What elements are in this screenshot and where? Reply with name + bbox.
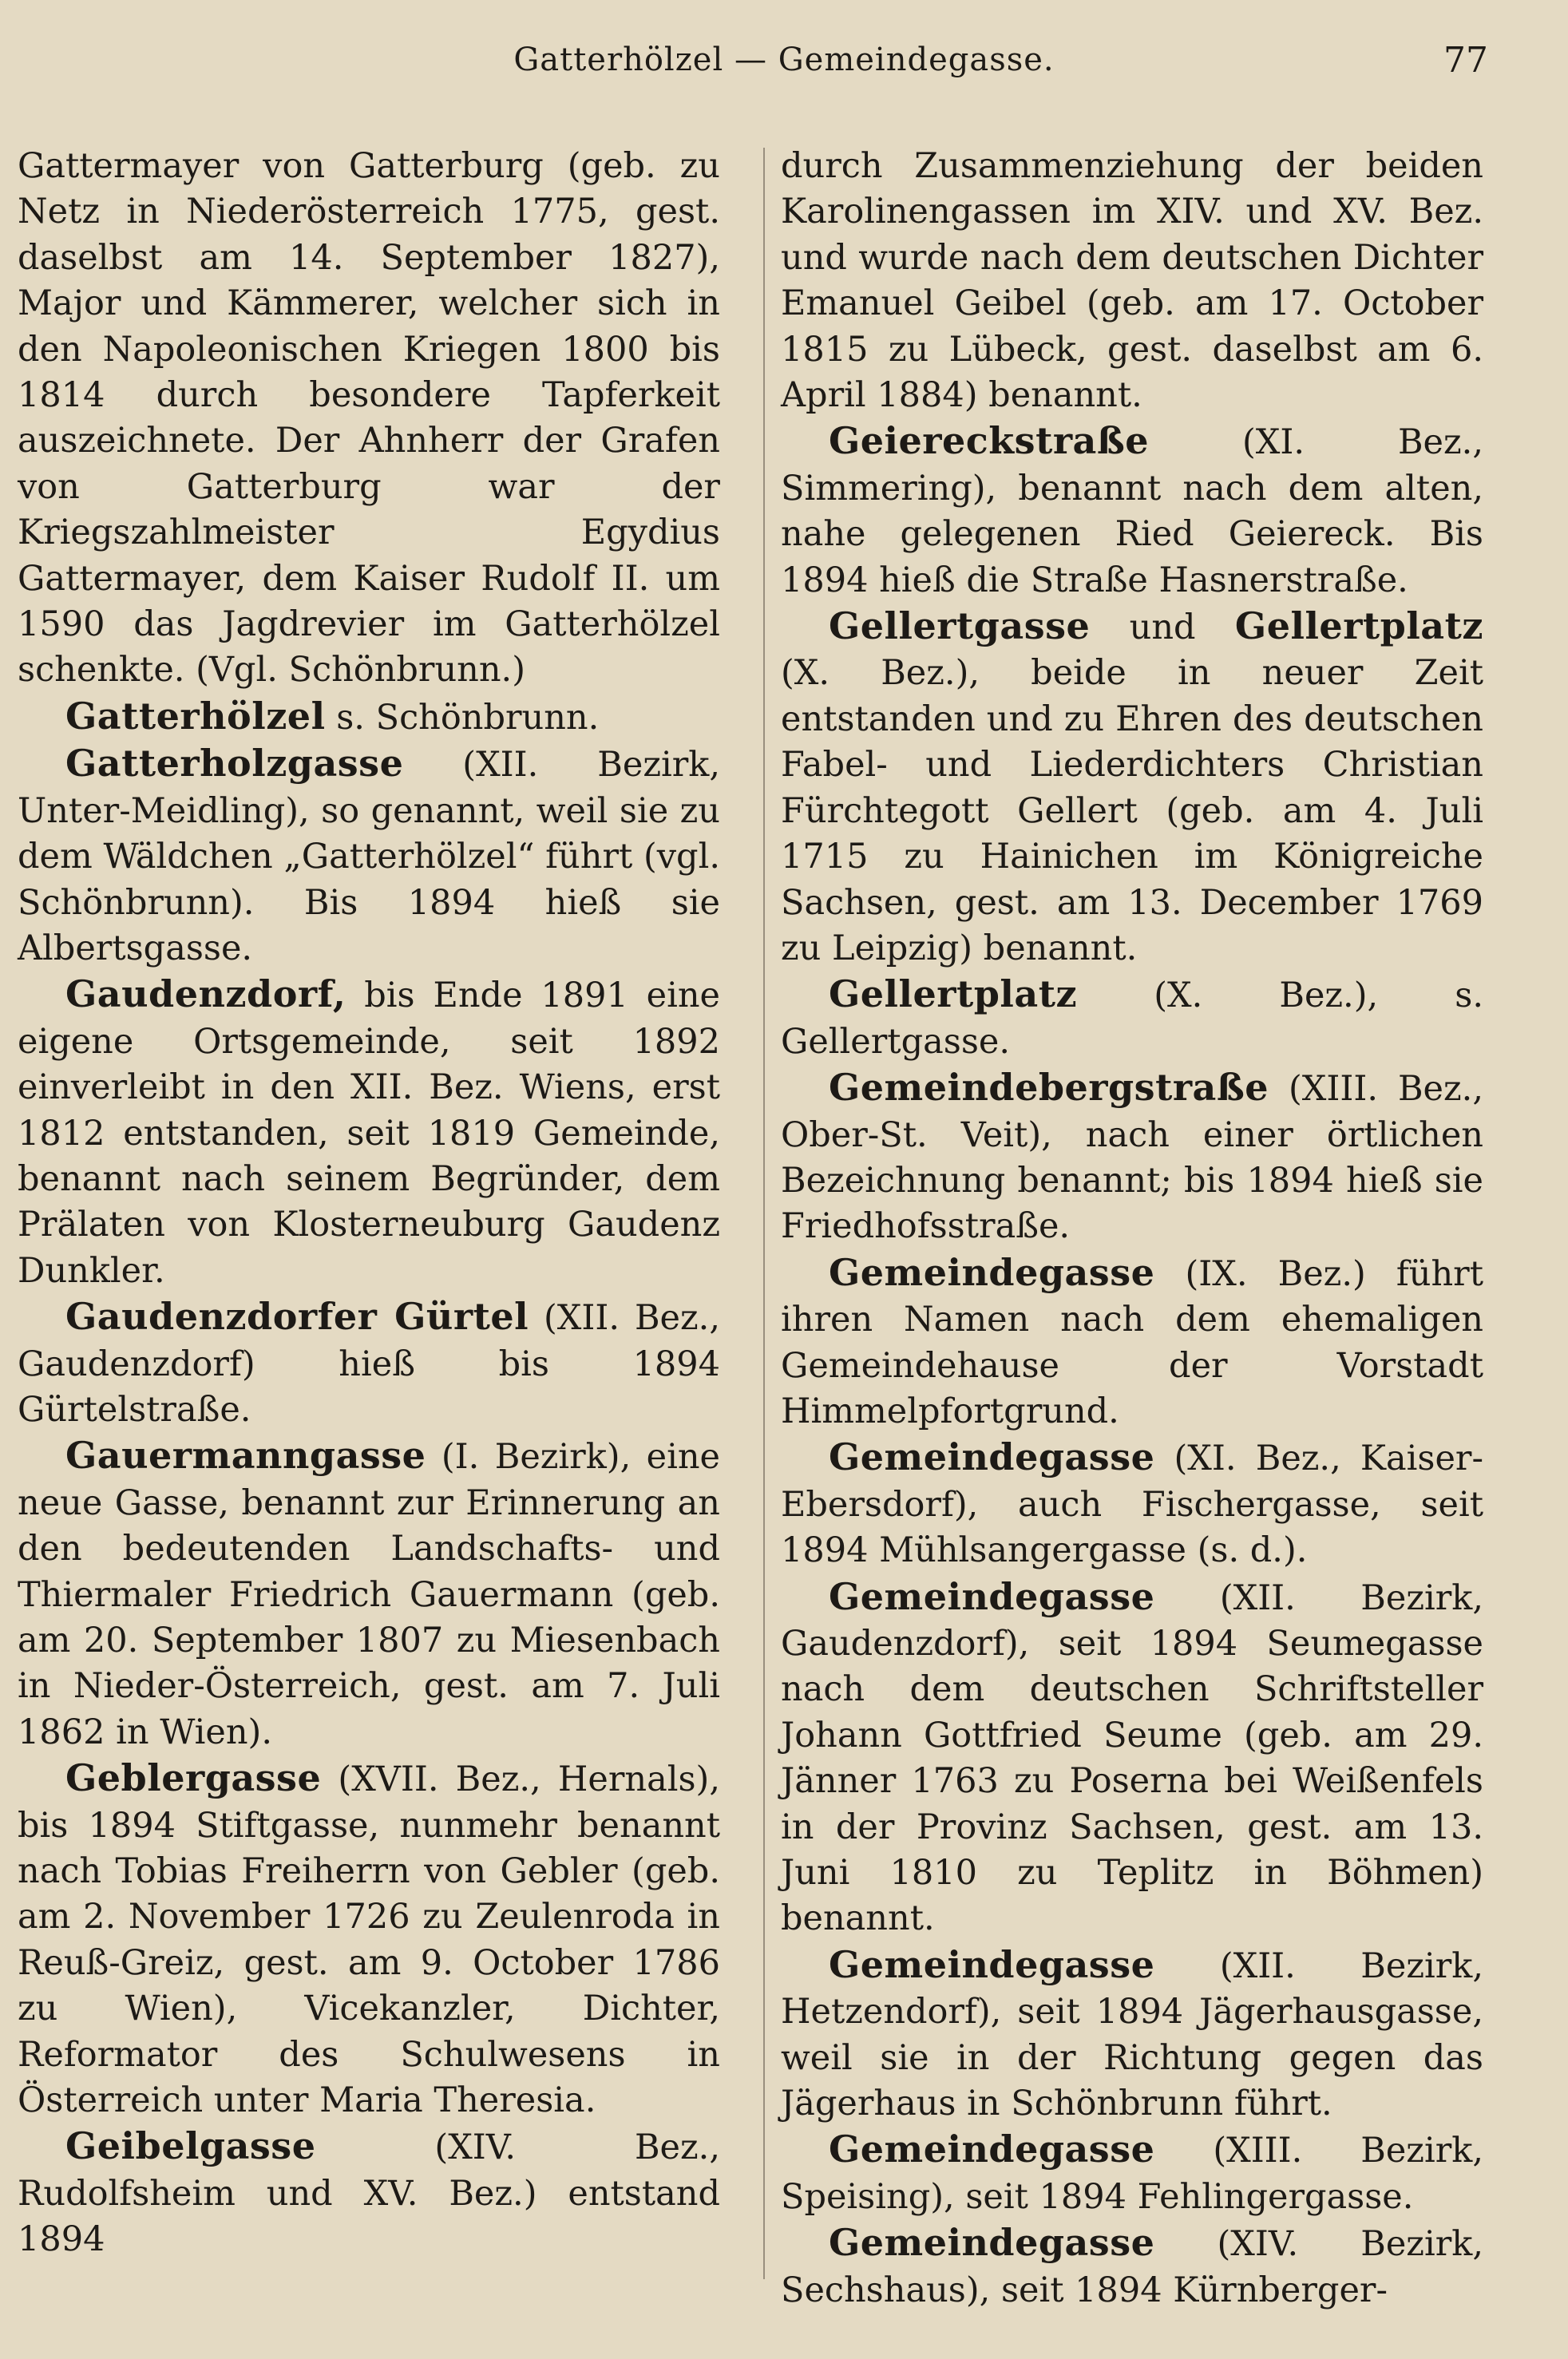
dictionary-entry xyxy=(781,972,1483,1065)
entry-text: (XI. Bez., Simmering), benannt nach dem alten, nahe gelegenen Ried Geiereck. Bis 1894 hieß die Straße Hasnerstraße. xyxy=(781,422,1483,600)
dictionary-entry xyxy=(781,1942,1483,2127)
entry-headword-secondary: Gellertplatz xyxy=(1234,604,1483,648)
dictionary-entry xyxy=(18,741,720,972)
entry-text: bis Ende 1891 eine eigene Ortsgemeinde, seit 1892 einverleibt in den XII. Bez. Wiens, erst 1812 entstanden, seit 1819 Gemeinde, benannt nach seinem Begründer, dem Prälaten von Klosterneuburg Gaudenz Dunkler. xyxy=(18,976,720,1291)
entry-text: (XIV. Bezirk, Sechshaus), seit 1894 Kürnberger- xyxy=(781,2224,1483,2310)
right-column xyxy=(781,144,1483,2313)
entry-text: (XI. Bez., Kaiser-Ebersdorf), auch Fischergasse, seit 1894 Mühlsangergasse (s. d.). xyxy=(781,1439,1484,1571)
entry-text: (X. Bez.), beide in neuer Zeit entstanden und zu Ehren des deutschen Fabel- und Liederdichters Christian Fürchtegott Gellert (geb. am 4. Juli 1715 zu Hainichen im Königreiche Sachsen, gest. am 13. December 1769 zu Leipzig) benannt. xyxy=(781,653,1483,968)
entry-headword: Gemeindebergstraße xyxy=(829,1066,1269,1110)
entry-connector: und xyxy=(1129,608,1196,648)
dictionary-entry xyxy=(781,2220,1483,2313)
entry-text: (XIII. Bez., Ober-St. Veit), nach einer örtlichen Bezeichnung benannt; bis 1894 hieß sie Friedhofsstraße. xyxy=(781,1069,1483,1247)
entry-headword: Gellertgasse xyxy=(829,604,1091,648)
page-number: 77 xyxy=(1443,40,1488,81)
entry-continuation xyxy=(18,144,720,694)
dictionary-entry xyxy=(781,2127,1483,2220)
entry-headword: Geblergasse xyxy=(65,1756,322,1800)
entry-text: (XIV. Bez., Rudolfsheim und XV. Bez.) entstand 1894 xyxy=(18,2127,720,2260)
entry-headword: Gemeindegasse xyxy=(829,2127,1155,2171)
dictionary-entry xyxy=(781,1065,1483,1250)
entry-text: (XII. Bezirk, Unter-Meidling), so genannt, weil sie zu dem Wäldchen „Gatterhölzel“ führt (vgl. Schönbrunn). Bis 1894 hieß sie Albertsgasse. xyxy=(18,745,721,968)
running-title: Gatterhölzel — Gemeindegasse. xyxy=(513,42,1055,78)
entry-headword: Gaudenzdorf, xyxy=(65,972,346,1016)
entry-text: (XVII. Bez., Hernals), bis 1894 Stiftgasse, nunmehr benannt nach Tobias Freiherrn von Gebler (geb. am 2. November 1726 zu Zeulenroda in Reuß-Greiz, gest. am 9. October 1786 zu Wien), Vicekanzler, Dichter, Reformator des Schulwesens in Österreich unter Maria Theresia. xyxy=(18,1759,720,2121)
entry-headword: Geibelgasse xyxy=(65,2124,316,2168)
entry-headword: Gellertplatz xyxy=(829,972,1078,1016)
entry-text: s. Schönbrunn. xyxy=(336,697,600,738)
entry-headword: Gemeindegasse xyxy=(829,1942,1155,1986)
entry-headword: Gaudenzdorfer Gürtel xyxy=(65,1295,529,1339)
entry-continuation xyxy=(781,144,1483,418)
dictionary-entry xyxy=(781,1250,1483,1435)
dictionary-entry xyxy=(781,604,1483,972)
entry-headword: Gemeindegasse xyxy=(829,1435,1155,1479)
entry-text: (XIII. Bezirk, Speising), seit 1894 Fehlingergasse. xyxy=(781,2131,1483,2217)
dictionary-entry xyxy=(781,418,1483,604)
dictionary-entry xyxy=(18,694,720,741)
entry-headword: Gatterhölzel xyxy=(65,694,326,738)
dictionary-entry xyxy=(18,1294,720,1433)
entry-headword: Geiereckstraße xyxy=(829,419,1150,463)
entry-text: durch Zusammenziehung der beiden Karolinengassen im XIV. und XV. Bez. und wurde nach dem deutschen Dichter Emanuel Geibel (geb. am 17. October 1815 zu Lübeck, gest. daselbst am 6. April 1884) benannt. xyxy=(781,146,1483,416)
dictionary-entry xyxy=(781,1435,1483,1573)
dictionary-entry xyxy=(18,972,720,1294)
entry-headword: Gemeindegasse xyxy=(829,1574,1155,1618)
entry-headword: Gemeindegasse xyxy=(829,1250,1155,1294)
entry-text: (XII. Bezirk, Gaudenzdorf), seit 1894 Seumegasse nach dem deutschen Schriftsteller Johann Gottfried Seume (geb. am 29. Jänner 1763 zu Poserna bei Weißenfels in der Provinz Sachsen, gest. am 13. Juni 1810 zu Teplitz in Böhmen) benannt. xyxy=(781,1577,1484,1939)
entry-text: (IX. Bez.) führt ihren Namen nach dem ehemaligen Gemeindehause der Vorstadt Himmelpfortgrund. xyxy=(781,1253,1484,1431)
dictionary-entry xyxy=(18,2123,720,2262)
left-column xyxy=(18,144,720,2263)
dictionary-entry xyxy=(781,1574,1483,1942)
column-divider xyxy=(763,148,765,2279)
entry-text: (X. Bez.), s. Gellertgasse. xyxy=(781,976,1483,1062)
dictionary-entry xyxy=(18,1755,720,2123)
entry-headword: Gatterholzgasse xyxy=(65,742,404,786)
dictionary-entry xyxy=(18,1433,720,1755)
entry-text: (XII. Bezirk, Hetzendorf), seit 1894 Jägerhausgasse, weil sie in der Richtung gegen das Jägerhaus in Schönbrunn führt. xyxy=(781,1945,1484,2124)
entry-headword: Gemeindegasse xyxy=(829,2221,1155,2265)
entry-headword: Gauermanngasse xyxy=(65,1434,426,1478)
entry-text: (XII. Bez., Gaudenzdorf) hieß bis 1894 Gürtelstraße. xyxy=(18,1298,720,1430)
entry-text: (I. Bezirk), eine neue Gasse, benannt zur Erinnerung an den bedeutenden Landschafts- und Thiermaler Friedrich Gauermann (geb. am 20. September 1807 zu Miesenbach in Nieder-Österreich, gest. am 7. Juli 1862 in Wien). xyxy=(18,1437,721,1752)
entry-text: Gattermayer von Gatterburg (geb. zu Netz in Niederösterreich 1775, gest. daselbst am 14. September 1827), Major und Kämmerer, welcher sich in den Napoleonischen Kriegen 1800 bis 1814 durch besondere Tapferkeit auszeichnete. Der Ahnherr der Grafen von Gatterburg war der Kriegszahlmeister Egydius Gattermayer, dem Kaiser Rudolf II. um 1590 das Jagdrevier im Gatterhölzel schenkte. (Vgl. Schönbrunn.) xyxy=(18,146,720,691)
